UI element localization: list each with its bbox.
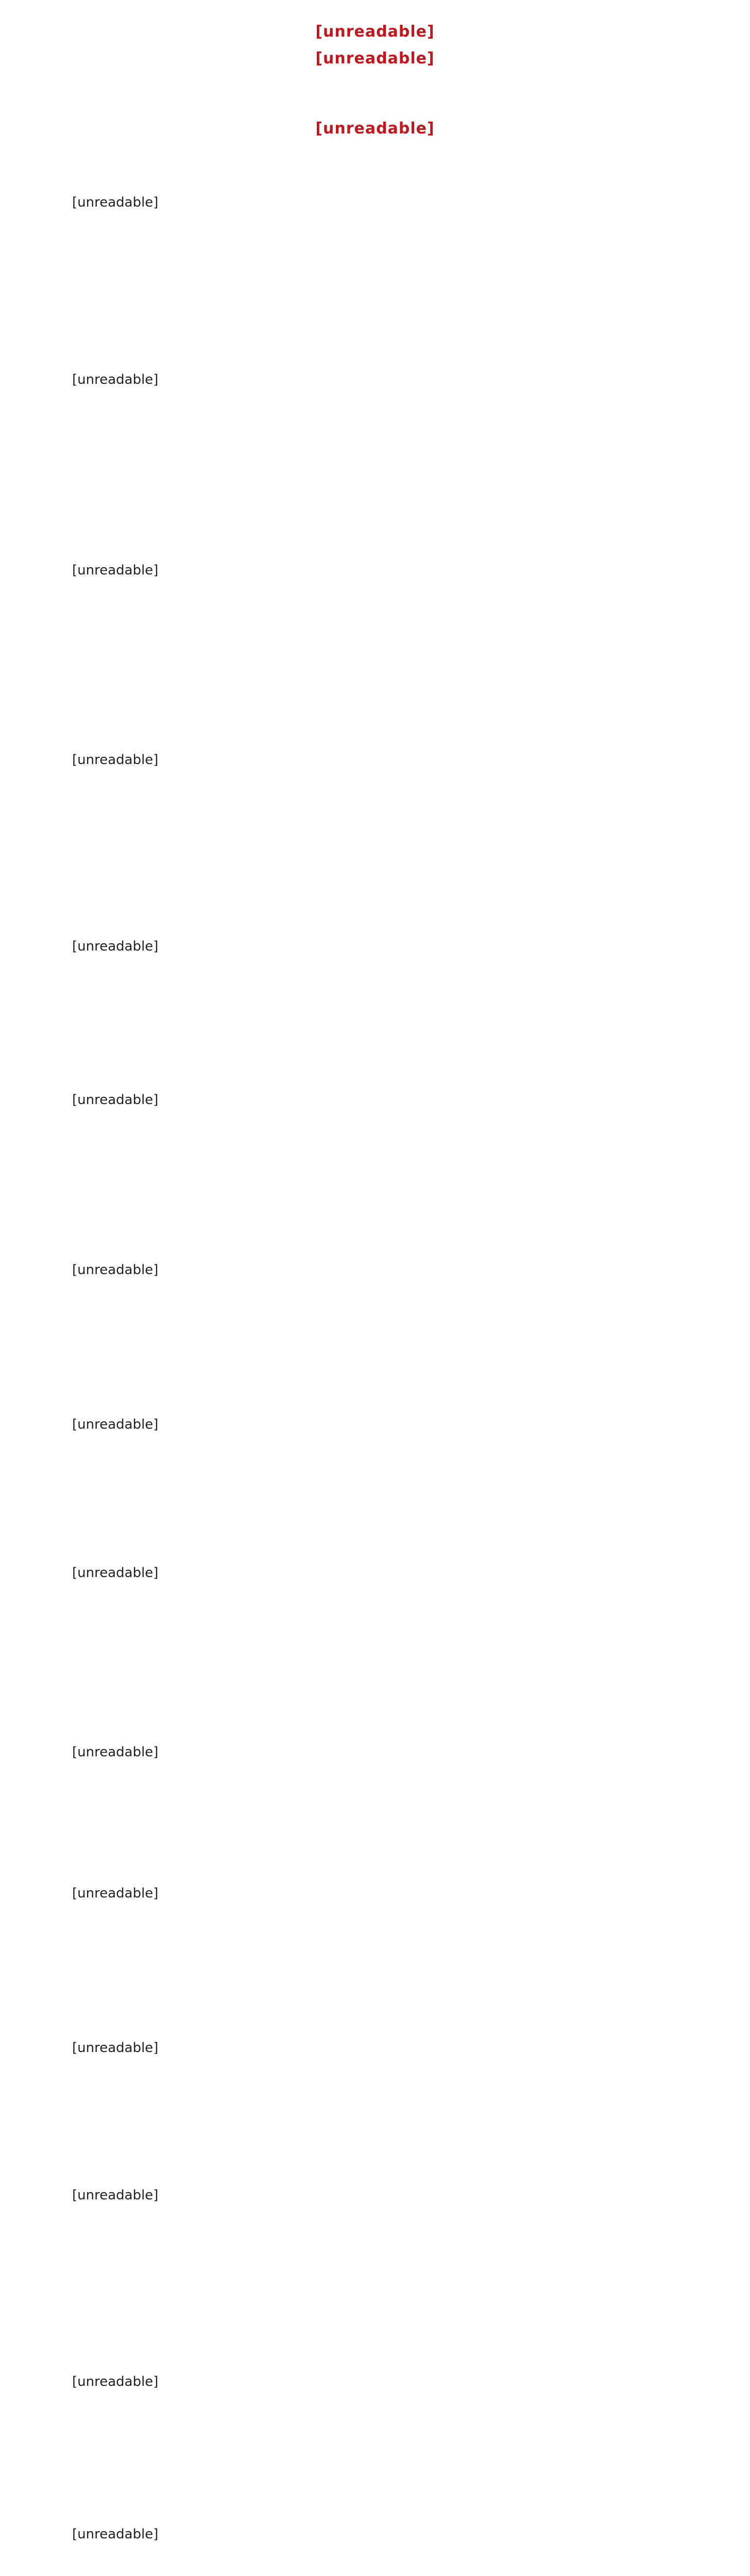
body-paragraph	[45, 367, 706, 393]
body-paragraph	[45, 2369, 706, 2395]
body-paragraph	[45, 1560, 706, 1586]
body-paragraph-text: [unreadable]	[72, 1092, 159, 1108]
body-paragraph	[45, 190, 706, 215]
body-paragraph-text: [unreadable]	[72, 1417, 159, 1432]
body-paragraph-text: [unreadable]	[72, 2374, 159, 2389]
body-paragraph-text: [unreadable]	[72, 1886, 159, 1901]
body-paragraph-text: [unreadable]	[72, 2527, 159, 2542]
body-paragraph	[45, 1087, 706, 1113]
body-paragraph	[45, 557, 706, 583]
body-paragraph-text: [unreadable]	[72, 1565, 159, 1581]
body-paragraph-text: [unreadable]	[72, 2040, 159, 2056]
body-paragraph	[45, 1257, 706, 1283]
body-paragraph	[45, 1880, 706, 1906]
body-paragraph	[45, 2035, 706, 2061]
body-paragraph-text: [unreadable]	[72, 372, 159, 387]
body-paragraph	[45, 2521, 706, 2547]
body-paragraph-text: [unreadable]	[72, 2188, 159, 2203]
body-paragraph	[45, 1739, 706, 1765]
article-header	[0, 21, 750, 70]
body-paragraph	[45, 747, 706, 773]
article-subtitle: [unreadable]	[315, 49, 435, 67]
body-paragraph-text: [unreadable]	[72, 939, 159, 954]
body-paragraph-text: [unreadable]	[72, 1744, 159, 1760]
body-paragraph	[45, 1412, 706, 1437]
body-paragraph-text: [unreadable]	[72, 752, 159, 768]
section-heading: [unreadable]	[315, 120, 435, 138]
body-paragraph	[45, 934, 706, 959]
body-paragraph	[45, 2182, 706, 2208]
body-paragraph-text: [unreadable]	[72, 195, 159, 210]
body-paragraph-text: [unreadable]	[72, 1262, 159, 1278]
article-title: [unreadable]	[315, 23, 435, 41]
body-paragraph-text: [unreadable]	[72, 563, 159, 578]
